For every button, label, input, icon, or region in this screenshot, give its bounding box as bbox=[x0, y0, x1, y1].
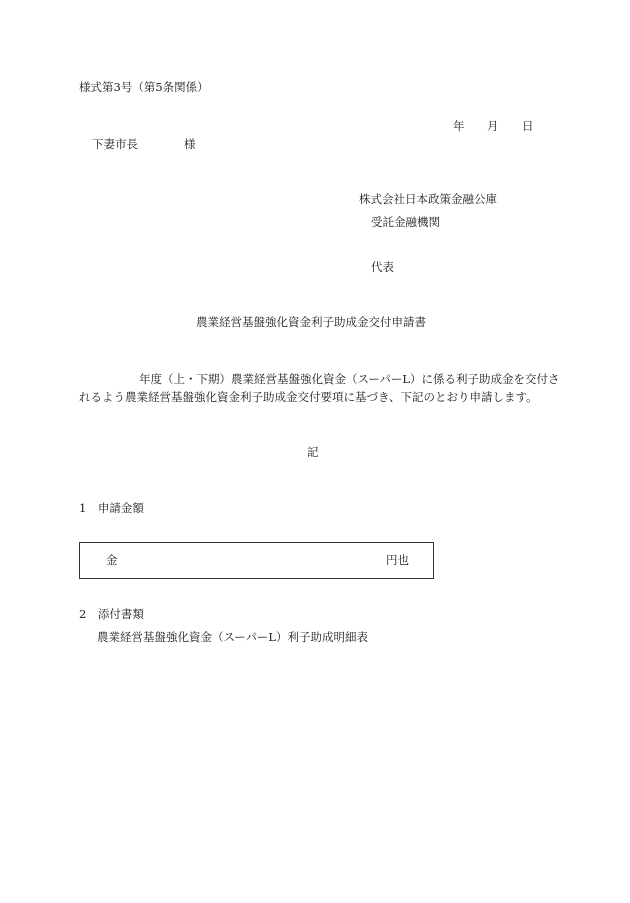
attachment-item: 農業経営基盤強化資金（スーパーL）利子助成明細表 bbox=[97, 630, 368, 644]
amount-suffix: 円也 bbox=[386, 553, 409, 567]
sender-representative: 代表 bbox=[371, 260, 394, 274]
sender-company: 株式会社日本政策金融公庫 bbox=[359, 192, 497, 206]
sender-role: 受託金融機関 bbox=[371, 215, 440, 229]
date-month-label: 月 bbox=[487, 119, 499, 133]
section-2-label: 2 添付書類 bbox=[79, 607, 144, 621]
form-number: 様式第3号（第5条関係） bbox=[79, 80, 209, 94]
addressee-honorific: 様 bbox=[184, 137, 196, 151]
amount-box bbox=[79, 542, 434, 579]
ki-label: 記 bbox=[307, 445, 319, 459]
amount-prefix: 金 bbox=[106, 553, 118, 567]
date-year-label: 年 bbox=[453, 119, 465, 133]
date-day-label: 日 bbox=[522, 119, 534, 133]
document-title: 農業経営基盤強化資金利子助成金交付申請書 bbox=[196, 315, 426, 329]
body-text-line-2: れるよう農業経営基盤強化資金利子助成金交付要項に基づき、下記のとおり申請します。 bbox=[79, 390, 538, 404]
body-text-line-1: 年度（上・下期）農業経営基盤強化資金（スーパーL）に係る利子助成金を交付さ bbox=[139, 372, 560, 386]
addressee-name: 下妻市長 bbox=[92, 137, 138, 151]
section-1-label: 1 申請金額 bbox=[79, 501, 144, 515]
